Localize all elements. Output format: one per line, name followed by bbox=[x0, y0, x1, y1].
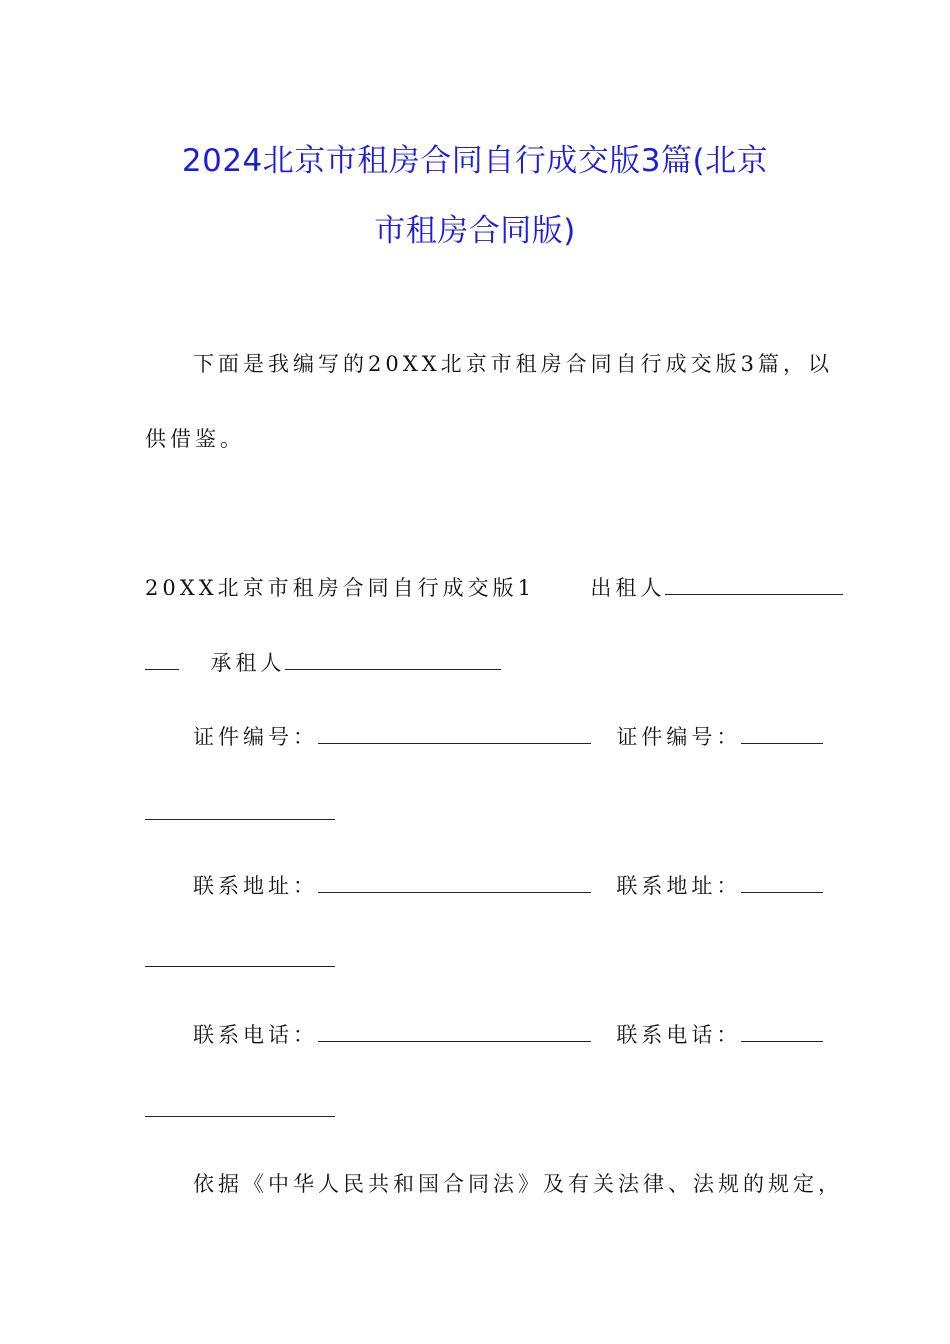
lessor-blank-continued bbox=[145, 655, 179, 670]
address-row bbox=[193, 870, 823, 900]
address-label-left: 联系地址： bbox=[193, 874, 318, 898]
address-label-right: 联系地址： bbox=[616, 874, 742, 898]
id-number-row bbox=[193, 721, 823, 751]
phone-label-left: 联系电话： bbox=[193, 1023, 318, 1047]
address-blank-continued bbox=[145, 966, 335, 967]
document-title-line-1: 2024北京市租房合同自行成交版3篇(北京 bbox=[181, 143, 769, 179]
phone-blank-continued bbox=[145, 1116, 335, 1117]
document-title-line-2: 市租房合同版) bbox=[374, 213, 576, 249]
phone-label-right: 联系电话： bbox=[616, 1023, 742, 1047]
intro-paragraph-line-1: 下面是我编写的20XX北京市租房合同自行成交版3篇，以 bbox=[193, 352, 833, 376]
intro-paragraph-line-2: 供借鉴。 bbox=[145, 427, 245, 451]
id-number-blank-left bbox=[318, 729, 591, 744]
phone-row bbox=[193, 1019, 823, 1049]
phone-blank-right bbox=[741, 1027, 823, 1042]
address-blank-left bbox=[318, 878, 591, 893]
id-number-label-left: 证件编号： bbox=[193, 725, 318, 749]
id-number-blank-right bbox=[741, 729, 823, 744]
id-number-label-right: 证件编号： bbox=[616, 725, 742, 749]
lessor-blank bbox=[665, 580, 843, 595]
law-basis-paragraph: 依据《中华人民共和国合同法》及有关法律、法规的规定， bbox=[193, 1172, 843, 1196]
lessee-blank bbox=[285, 655, 501, 670]
section-heading: 20XX北京市租房合同自行成交版1 bbox=[145, 576, 535, 600]
lessee-row bbox=[145, 647, 501, 677]
phone-blank-left bbox=[318, 1027, 591, 1042]
address-blank-right bbox=[741, 878, 823, 893]
section-heading-row bbox=[145, 572, 843, 602]
lessee-label: 承租人 bbox=[210, 651, 286, 675]
id-number-blank-continued bbox=[145, 819, 335, 820]
lessor-label: 出租人 bbox=[590, 576, 666, 600]
